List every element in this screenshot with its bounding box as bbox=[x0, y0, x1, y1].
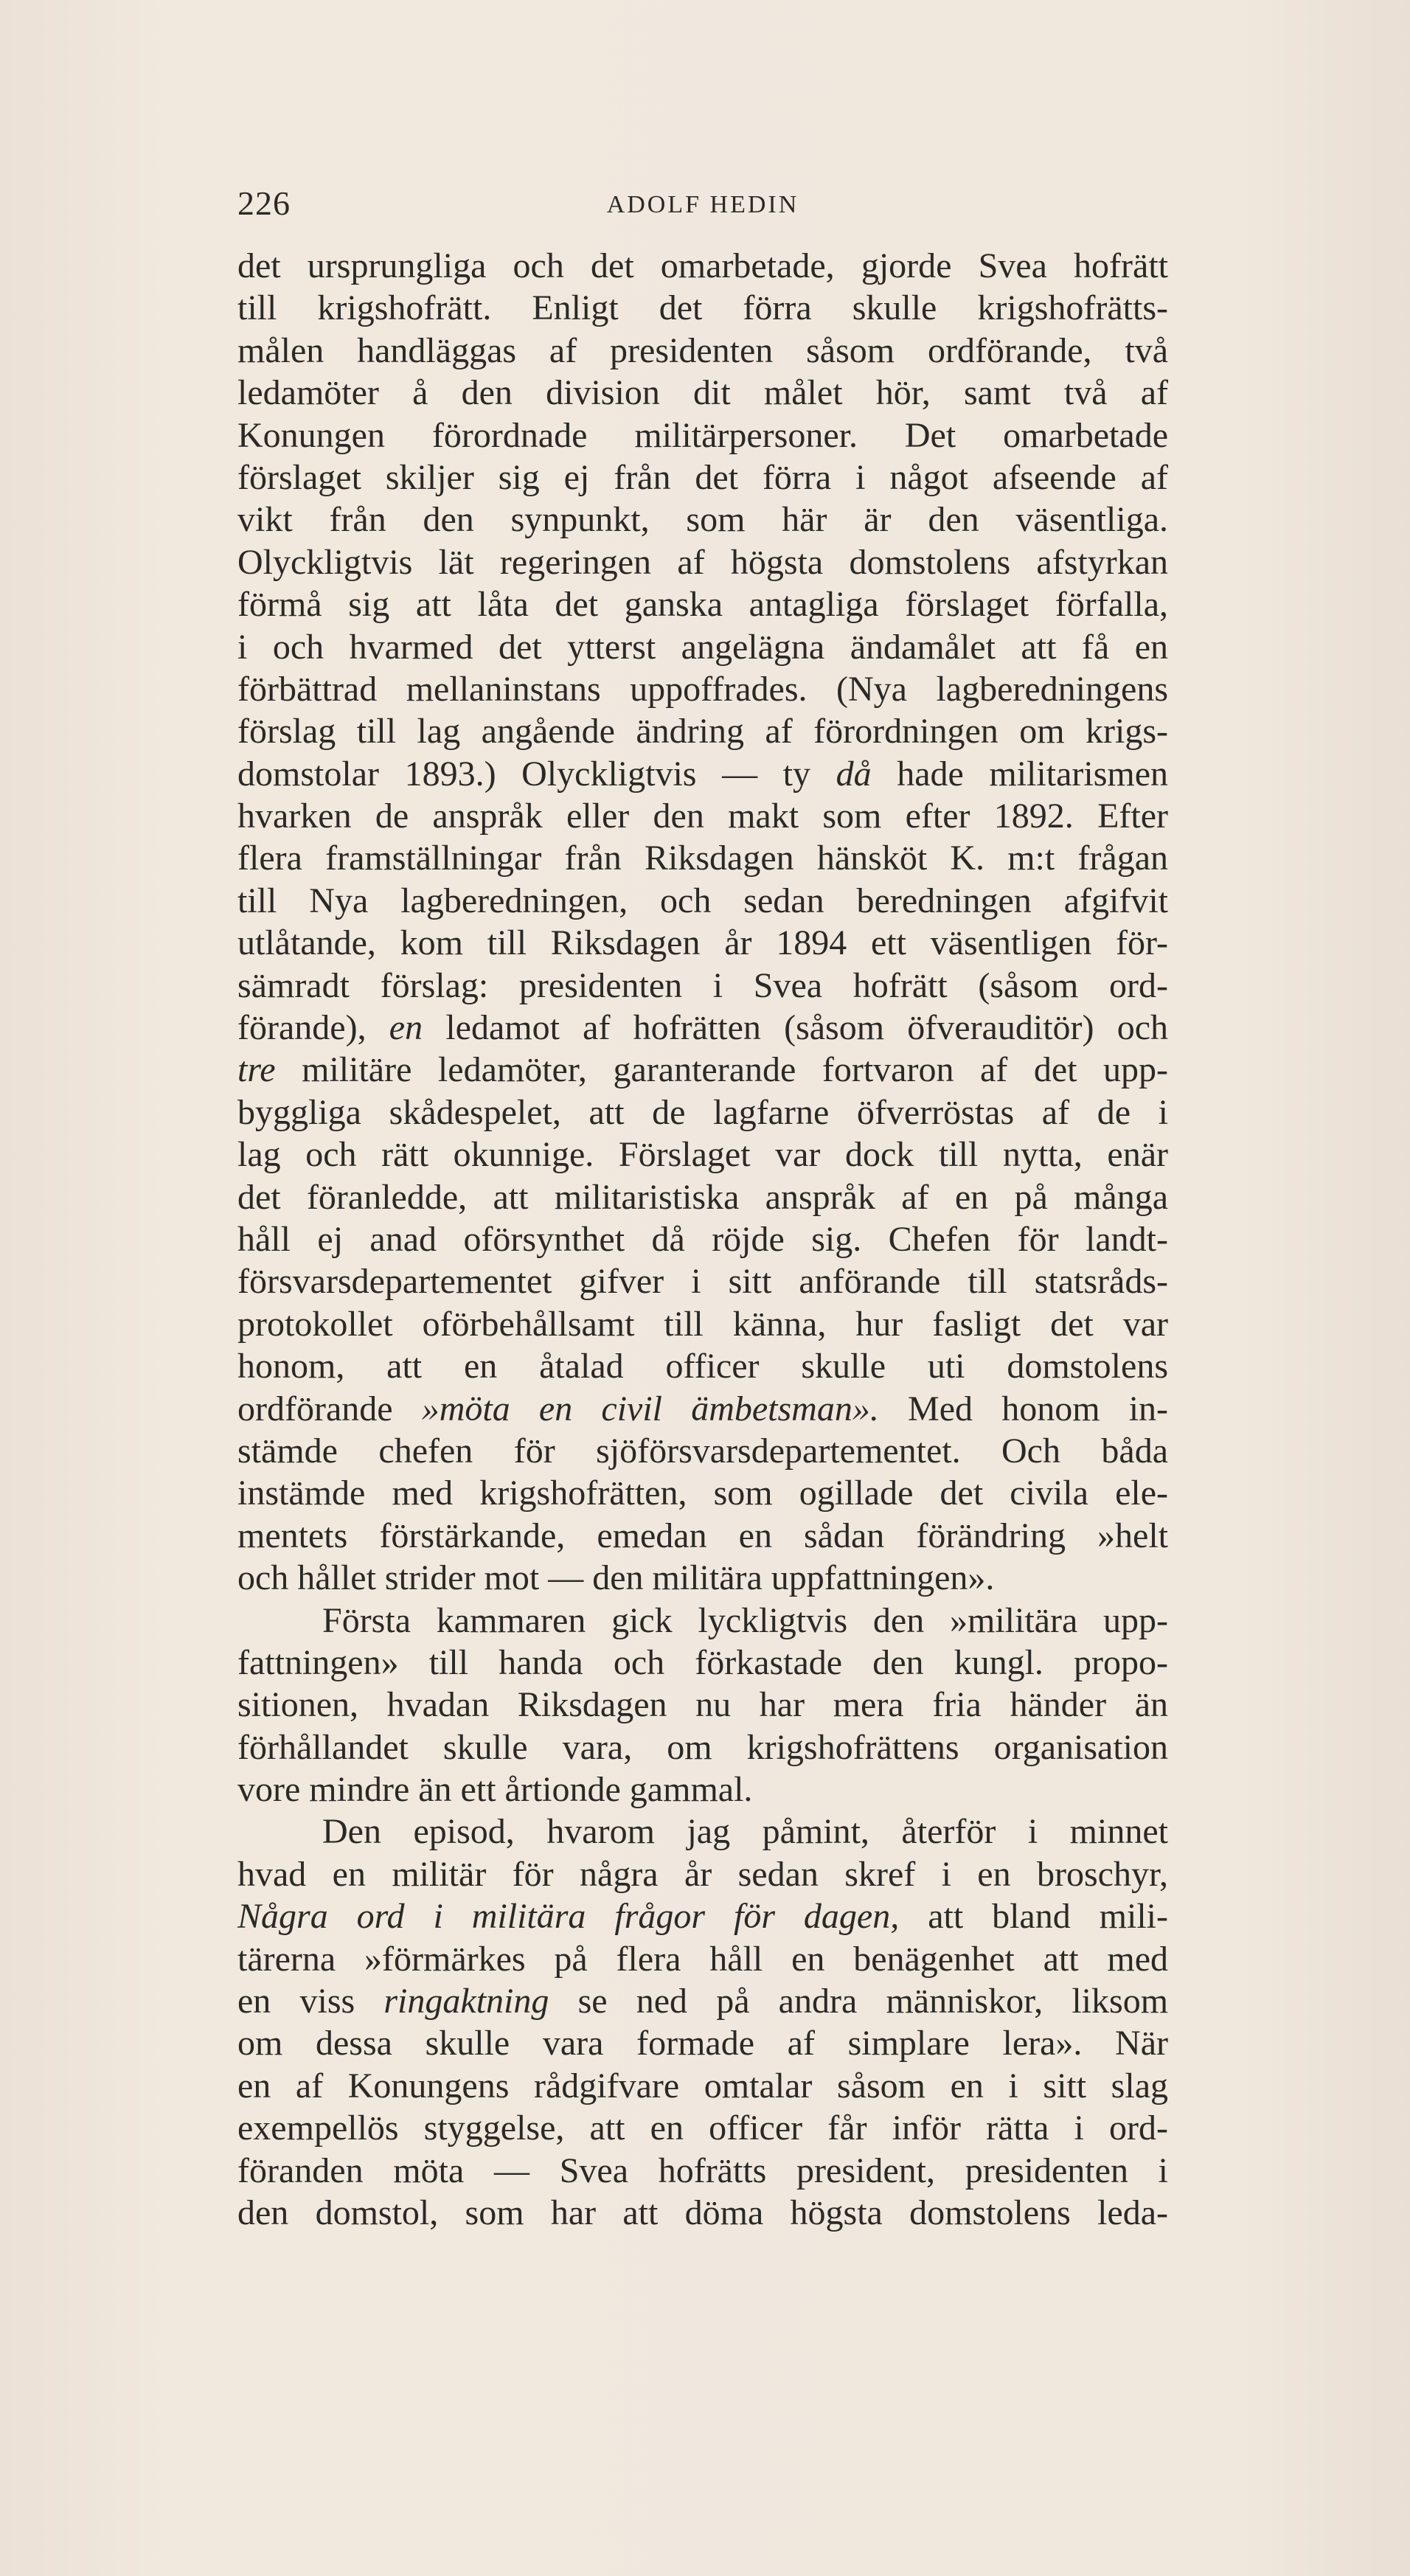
text-line: Olyckligtvis lät regeringen af högsta domstolens afstyrkan bbox=[237, 542, 1168, 582]
text-segment: en viss bbox=[237, 1982, 355, 2021]
text-line: förmå sig att låta det ganska antagliga förslaget förfalla, bbox=[237, 585, 1168, 625]
body-text bbox=[237, 245, 1168, 2234]
italic-segment: ringaktning bbox=[383, 1982, 549, 2021]
text-line: tärerna »förmärkes på flera håll en benägenhet att med bbox=[237, 1939, 1168, 1979]
text-line: sitionen, hvadan Riksdagen nu har mera fria händer än bbox=[237, 1685, 1168, 1725]
text-segment: förande), bbox=[237, 1008, 367, 1048]
text-line: exempellös styggelse, att en officer får inför rätta i ord- bbox=[237, 2108, 1168, 2148]
text-line bbox=[237, 1007, 1168, 1049]
text-line: instämde med krigshofrätten, som ogillade det civila ele- bbox=[237, 1473, 1168, 1513]
text-line: vore mindre än ett årtionde gammal. bbox=[237, 1770, 753, 1810]
text-line bbox=[237, 1895, 1168, 1937]
text-line bbox=[237, 1980, 1168, 2022]
text-line: flera framställningar från Riksdagen hänsköt K. m:t frågan bbox=[237, 839, 1168, 878]
text-line: om dessa skulle vara formade af simplare lera». När bbox=[237, 2024, 1168, 2063]
text-line: hvad en militär för några år sedan skref i en broschyr, bbox=[237, 1854, 1168, 1894]
text-line: förhållandet skulle vara, om krigshofrättens organisation bbox=[237, 1727, 1168, 1767]
text-line: ledamöter å den division dit målet hör, samt två af bbox=[237, 373, 1168, 413]
text-line: Konungen förordnade militärpersoner. Det omarbetade bbox=[237, 415, 1168, 455]
italic-segment: en bbox=[389, 1008, 423, 1048]
italic-segment: tre bbox=[237, 1050, 276, 1090]
text-line: protokollet oförbehållsamt till känna, hur fasligt det var bbox=[237, 1304, 1168, 1344]
running-head: ADOLF HEDIN bbox=[606, 191, 799, 218]
italic-segment: »möta en civil ämbetsman». bbox=[421, 1389, 879, 1428]
text-line: hvarken de anspråk eller den makt som efter 1892. Efter bbox=[237, 796, 1168, 836]
text-line: byggliga skådespelet, att de lagfarne öfverröstas af de i bbox=[237, 1092, 1168, 1132]
text-line bbox=[237, 1388, 1168, 1430]
page-header bbox=[237, 183, 1168, 227]
text-line: försvarsdepartementet gifver i sitt anförande till statsråds- bbox=[237, 1262, 1168, 1302]
text-line: lag och rätt okunnige. Förslaget var dock till nytta, enär bbox=[237, 1135, 1168, 1175]
text-line: det ursprungliga och det omarbetade, gjorde Svea hofrätt bbox=[237, 246, 1168, 285]
text-line: målen handläggas af presidenten såsom ordförande, två bbox=[237, 330, 1168, 370]
text-line: föranden möta — Svea hofrätts president, presidenten i bbox=[237, 2150, 1168, 2190]
text-segment: domstolar 1893.) Olyckligtvis — ty bbox=[237, 754, 810, 794]
text-line: förslag till lag angående ändring af förordningen om krigs- bbox=[237, 712, 1168, 751]
text-line: det föranledde, att militaristiska anspråk af en på många bbox=[237, 1177, 1168, 1217]
text-segment: militäre ledamöter, garanterande fortvaron af det upp- bbox=[302, 1050, 1169, 1090]
text-segment: att bland mili- bbox=[928, 1897, 1169, 1937]
text-line bbox=[237, 753, 1168, 795]
text-line: till Nya lagberedningen, och sedan beredningen afgifvit bbox=[237, 881, 1168, 920]
text-segment: Med honom in- bbox=[908, 1389, 1169, 1428]
text-segment: se ned på andra människor, liksom bbox=[577, 1982, 1169, 2021]
text-line: håll ej anad oförsynthet då röjde sig. Chefen för landt- bbox=[237, 1219, 1168, 1259]
text-line: till krigshofrätt. Enligt det förra skulle krigshofrätts- bbox=[237, 288, 1168, 328]
text-line: och hållet strider mot — den militära uppfattningen». bbox=[237, 1558, 995, 1598]
text-line: Första kammaren gick lyckligtvis den »militära upp- bbox=[322, 1600, 1168, 1640]
text-segment: ordförande bbox=[237, 1389, 393, 1428]
text-line: stämde chefen för sjöförsvarsdepartementet. Och båda bbox=[237, 1431, 1168, 1471]
text-line: honom, att en åtalad officer skulle uti domstolens bbox=[237, 1347, 1168, 1386]
text-line: den domstol, som har att döma högsta domstolens leda- bbox=[237, 2193, 1168, 2232]
text-line: mentets förstärkande, emedan en sådan förändring »helt bbox=[237, 1516, 1168, 1555]
text-line: fattningen» till handa och förkastade den kungl. propo- bbox=[237, 1642, 1168, 1682]
page-number: 226 bbox=[237, 184, 291, 222]
italic-segment: då bbox=[836, 754, 872, 794]
text-line: en af Konungens rådgifvare omtalar såsom en i sitt slag bbox=[237, 2066, 1168, 2105]
text-line: vikt från den synpunkt, som här är den väsentliga. bbox=[237, 500, 1168, 540]
text-line: utlåtande, kom till Riksdagen år 1894 ett väsentligen för- bbox=[237, 923, 1168, 963]
text-line bbox=[237, 1049, 1168, 1091]
text-line: förbättrad mellaninstans uppoffrades. (Nya lagberedningens bbox=[237, 669, 1168, 709]
text-line: sämradt förslag: presidenten i Svea hofrätt (såsom ord- bbox=[237, 965, 1168, 1005]
text-segment: hade militarismen bbox=[897, 754, 1169, 794]
text-segment: ledamot af hofrätten (såsom öfverauditör) och bbox=[445, 1008, 1169, 1048]
text-line: förslaget skiljer sig ej från det förra i något afseende af bbox=[237, 457, 1168, 497]
italic-segment: Några ord i militära frågor för dagen, bbox=[237, 1897, 900, 1937]
text-line: Den episod, hvarom jag påmint, återför i minnet bbox=[322, 1812, 1168, 1852]
text-line: i och hvarmed det ytterst angelägna ändamålet att få en bbox=[237, 627, 1168, 667]
